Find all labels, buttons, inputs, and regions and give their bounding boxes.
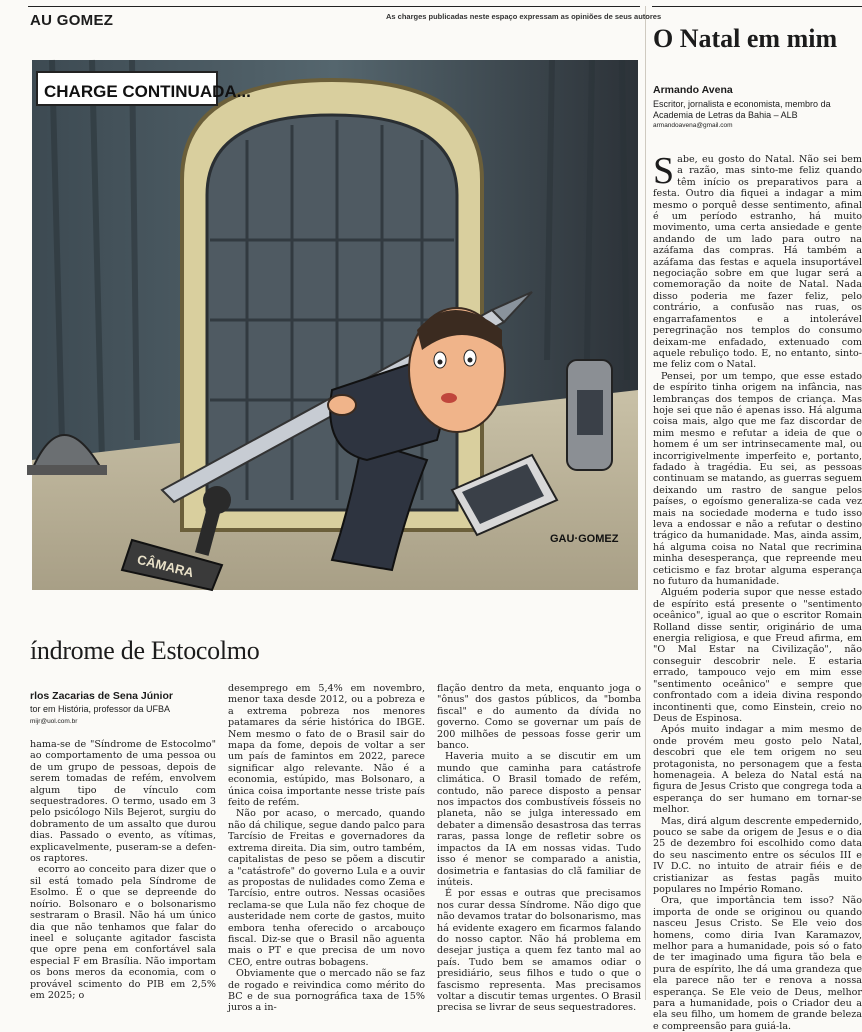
left-article-author: rlos Zacarias de Sena Júnior xyxy=(30,690,173,702)
right-article-author-role xyxy=(653,99,862,120)
drop-cap: S xyxy=(653,150,675,192)
editorial-cartoon xyxy=(32,60,638,590)
cartoonist-name: AU GOMEZ xyxy=(30,12,114,29)
header-rule xyxy=(28,6,640,7)
left-article-author-email: mijr@uol.com.br xyxy=(30,718,78,725)
paragraph: Ora, que importância tem isso? Não importa de onde se originou ou quando nasceu Jesus Cristo. Se Ele veio dos homens, como diria Ivan Karamazov, melhor para a humanidade, pois só o fato de ter imaginado uma figura tão bela e pura de espírito, lhe dá uma grandeza que ela parece não ter e renova a nossa esperança. Se Ele veio de Deus, melhor para a humanidade, pois o Criador deu a ela seu filho, um homem de grande beleza e compreensão para guiá-la. xyxy=(653,895,862,1032)
left-article-author-role: tor em História, professor da UFBA xyxy=(30,704,171,714)
role-line: Academia de Letras da Bahia – ALB xyxy=(653,109,798,120)
paragraph: flação dentro da meta, enquanto joga o "ônus" dos gastos públicos, da "bomba fiscal" e do aumento da dívida no governo. Como se governar um país de 200 milhões de pessoas fosse gerir um banco. xyxy=(437,683,641,752)
paragraph: Mas, dirá algum descrente empedernido, pouco se sabe da origem de Jesus e o dia 25 de dezembro foi escolhido como data do seu nascimento entre os séculos III e IV D.C. no intuito de atrair fiéis e de cristianizar as festas pagãs muito populares no Império Romano. xyxy=(653,815,862,895)
right-article-author-email: armandoavena@gmail.com xyxy=(653,122,733,129)
left-article-title: índrome de Estocolmo xyxy=(30,636,260,665)
landline-phone-prop xyxy=(567,360,612,470)
paragraph xyxy=(653,150,862,371)
right-article-body xyxy=(653,150,862,1032)
left-article-column-2 xyxy=(228,683,425,1014)
charge-banner: CHARGE CONTINUADA... xyxy=(44,82,251,101)
opinion-disclaimer: As charges publicadas neste espaço expressam as opiniões de seus autores xyxy=(386,12,662,21)
right-article-title: O Natal em mim xyxy=(653,24,838,53)
paragraph: Alguém poderia supor que nesse estado de espírito está presente o "sentimento oceânico", igual ao que o escritor Romain Rolland disse sentir, originário de uma energia religiosa, e que Freud afirma, em "O Mal Estar na Civilização", não conseguir descobrir nele. E estaria errado, tampouco vejo em mim esse "sentimento oceânico" e sempre que confrontado com a ideia divina respondo incontinenti que, como Einstein, creio no Deus de Espinosa. xyxy=(653,587,862,724)
paragraph: hama-se de "Síndrome de Estocolmo" ao comportamento de uma pessoa ou de um grupo de pessoas, depois de serem tomadas de refém, envolvem algum tipo de vínculo com sequestradores. O termo, usado em 3 pelo psicólogo Nils Bejerot, surgiu do dobramento de um assalto que durou dias. Passado o evento, as vítimas, explicavelmente, puseram-se a defen- os raptores. xyxy=(30,739,216,865)
header-rule-right xyxy=(652,6,862,7)
column-separator xyxy=(645,6,646,1000)
camara-sign: CÂMARA xyxy=(135,551,196,581)
paragraph: Após muito indagar a mim mesmo de onde provém meu gosto pelo Natal, descobri que ele tem origem no seu protagonista, no personagem que a festa homenageia. A beleza do Natal está na figura de Jesus Cristo que congrega toda a esperança do ser humano em tornar-se melhor. xyxy=(653,724,862,816)
left-article-column-3 xyxy=(437,683,641,1014)
paragraph: Obviamente que o mercado não se faz de rogado e reivindica como mérito do BC e de sua pornográfica taxa de 15% juros a in- xyxy=(228,968,425,1014)
paragraph: desemprego em 5,4% em novembro, menor taxa desde 2012, ou a pobreza e a extrema pobreza nos menores patamares da série histórica do IBGE. Nem mesmo o fato de o Brasil sair do mapa da fome, depois de voltar a ser um país de famintos em 2022, parece significar algo relevante. Não é a economia, estúpido, mas Bolsonaro, a única coisa importante nesse triste país feito de refém. xyxy=(228,683,425,809)
role-line: Escritor, jornalista e economista, membro da xyxy=(653,99,831,109)
cartoon-signature: GAU·GOMEZ xyxy=(550,533,619,545)
paragraph: É por essas e outras que precisamos nos curar dessa Síndrome. Não digo que não devamos tratar do bolsonarismo, mas há evidente exagero em ficarmos falando do nosso captor. Não há problema em desejar justiça a quem fez tanto mal ao país. Tudo bem se amamos odiar o presidiário, seus filhos e tudo o que o fascismo representa. Mas precisamos voltar a discutir temas urgentes. O Brasil precisa se livrar de seus sequestradores. xyxy=(437,888,641,1014)
paragraph-text: abe, eu gosto do Natal. Não sei bem a razão, mas sinto-me feliz quando têm início os preparativos para a festa. Outro dia fiquei a indagar a mim mesmo o porquê desse sentimento, afinal é um período estranho, há muito movimento, uma certa ansiedade e gente andando de um lado para outro na azáfama das compras. Há também a azáfama das festas e aquela insuportável negociação sobre em que lugar será a comemoração da noite de Natal. Nada disso poderia me fazer feliz, pelo contrário, a confusão nas ruas, os engarrafamentos e a intolerável peregrinação nos templos do consumo deixam-me enfadado, extenuado com aquele rebuliço todo. E, no entanto, sinto-me feliz com o Natal. xyxy=(653,154,862,371)
paragraph: ecorro ao conceito para dizer que o sil está tomado pela Síndrome de Esolmo. É o que se depreende do noírio. Bolsonaro e o bolsonarismo sestraram o Brasil. Não há um único dia que não tenhamos que falar do ineel e soluçante agitador fascista que opre pena em confortável sala especial F em Brasília. Não importam os bons meros da economia, com o provável scimento do PIB em 2,5% em 2025; o xyxy=(30,864,216,1001)
paragraph: Pensei, por um tempo, que esse estado de espírito tinha origem na infância, nas lembranças dos tempos de criança. Mas hoje sei que não é apenas isso. Há alguma coisa mais, algo que me faz discordar de mim mesmo e refutar a ideia de que o homem é um ser intrinsecamente mal, ou incorrigivelmente imperfeito e, portanto, fadado à tragédia. Eu sei, as pessoas continuam se matando, as guerras seguem deixando um rastro de sangue pelos países, o egoísmo generaliza-se cada vez mais na sociedade moderna e tudo isso leva a endossar e não a refutar o destino trágico da humanidade. Mas, ainda assim, há alguma coisa no Natal que recrimina minha desesperança, que repreende meu ceticismo e faz brotar alguma esperança no futuro da humanidade. xyxy=(653,370,862,588)
right-article-author: Armando Avena xyxy=(653,84,733,96)
paragraph: Haveria muito a se discutir em um mundo que caminha para catástrofe climática. O Brasil tomado de refém, contudo, não parece disposto a pensar nos impactos dos combustíveis fósseis no planeta, não se julga interessado em debater a dimensão desastrosa das terras raras, passa longe de refletir sobre os impactos da IA em nossas vidas. Tudo isso é menor se comparado a anistia, dosimetria e fantasias do clã familiar de inúteis. xyxy=(437,751,641,888)
paragraph: Não por acaso, o mercado, quando não dá chilique, segue dando palco para Tarcísio de Freitas e governadores da extrema direita. Dia sim, outro também, capitalistas de peso se põem a discutir a "catástrofe" do governo Lula e a ouvir as propostas de nulidades como Zema e Tarcísio, entre outros. Nessas ocasiões reclama-se que Lula não fez choque de austeridade nem corte de gastos, muito embora tenha oferecido o arcabouço fiscal. Diz-se que o Brasil não aguenta mais o PT e que precisa de um novo CEO, entre outras bobagens. xyxy=(228,808,425,968)
cartoon-drawing xyxy=(32,60,638,590)
left-article-column-1 xyxy=(30,739,216,1000)
